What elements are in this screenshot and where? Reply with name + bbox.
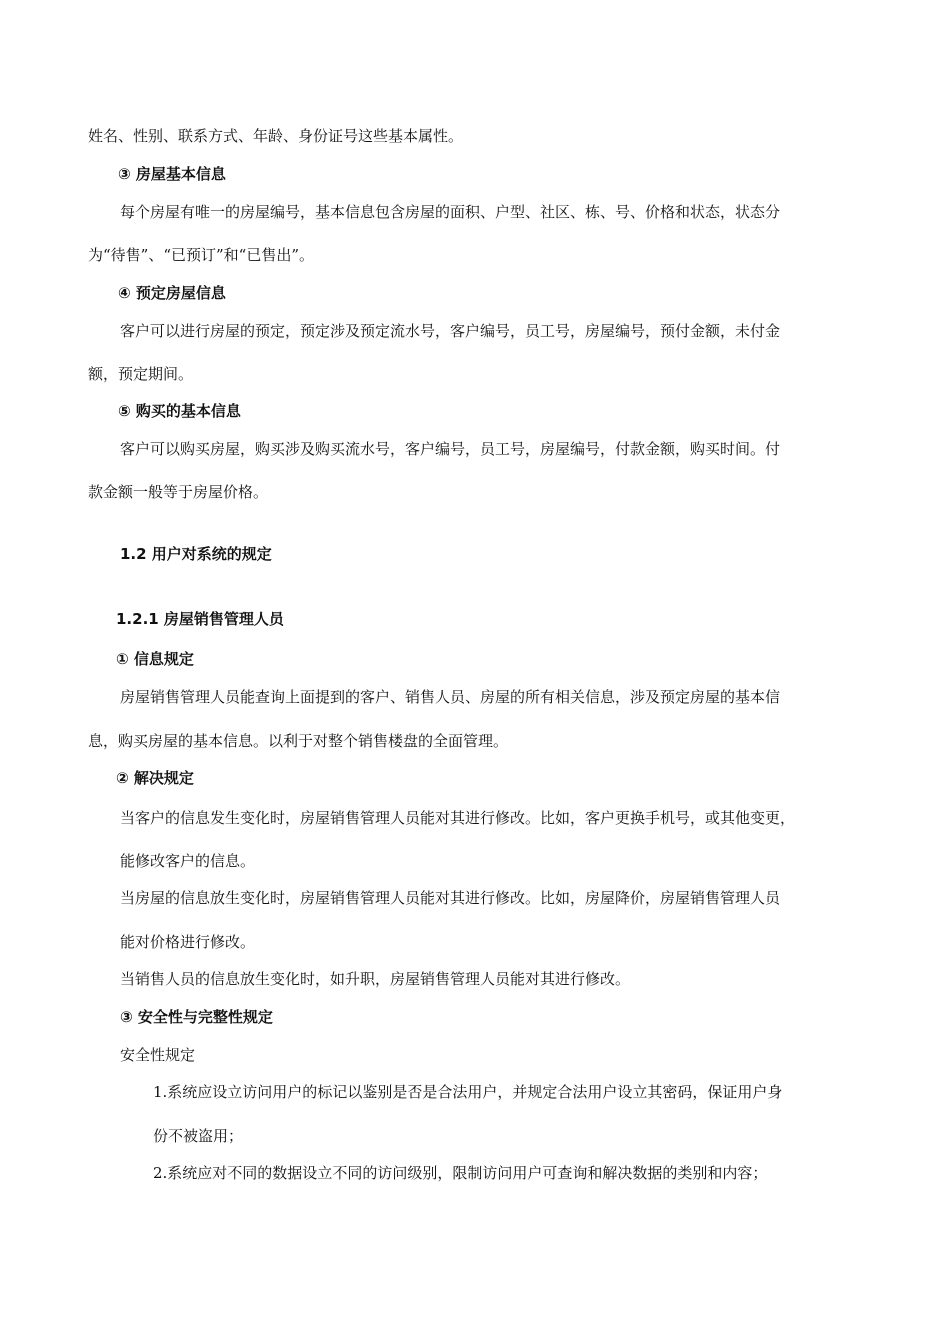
paragraph-info-rule-line2: 息，购买房屋的基本信息。以利于对整个销售楼盘的全面管理。 [88,732,509,750]
heading-resolve-rule: ② 解决规定 [116,769,194,787]
paragraph-house-info-line2: 为“待售”、“已预订”和“已售出”。 [88,246,315,264]
paragraph-house-info-line1: 每个房屋有唯一的房屋编号，基本信息包含房屋的面积、户型、社区、栋、号、价格和状态，状态分 [120,203,781,221]
paragraph-info-rule-line1: 房屋销售管理人员能查询上面提到的客户、销售人员、房屋的所有相关信息，涉及预定房屋的基本信 [120,688,781,706]
paragraph-attributes: 姓名、性别、联系方式、年龄、身份证号这些基本属性。 [88,127,464,145]
paragraph-resolve-2-line2: 能对价格进行修改。 [120,933,256,951]
heading-info-rule: ① 信息规定 [116,650,194,668]
heading-purchase-info: ⑤ 购买的基本信息 [118,402,241,420]
paragraph-reserve-line2: 额，预定期间。 [88,365,194,383]
paragraph-resolve-3: 当销售人员的信息放生变化时，如升职，房屋销售管理人员能对其进行修改。 [120,970,631,988]
heading-security-rule: ③ 安全性与完整性规定 [120,1008,273,1026]
paragraph-reserve-line1: 客户可以进行房屋的预定，预定涉及预定流水号，客户编号，员工号，房屋编号，预付金额，未付金 [120,322,781,340]
paragraph-security-label: 安全性规定 [120,1046,196,1064]
section-heading-1-2: 1.2 用户对系统的规定 [120,545,272,563]
section-heading-1-2-1: 1.2.1 房屋销售管理人员 [116,610,284,628]
paragraph-resolve-1-line2: 能修改客户的信息。 [120,852,256,870]
list-item-security-1-line1: 1.系统应设立访问用户的标记以鉴别是否是合法用户，并规定合法用户设立其密码，保证用户身 [153,1083,783,1101]
paragraph-resolve-2-line1: 当房屋的信息放生变化时，房屋销售管理人员能对其进行修改。比如，房屋降价，房屋销售管理人员 [120,889,781,907]
heading-house-info: ③ 房屋基本信息 [118,165,226,183]
heading-reserve-info: ④ 预定房屋信息 [118,284,226,302]
paragraph-purchase-line1: 客户可以购买房屋，购买涉及购买流水号，客户编号，员工号，房屋编号，付款金额，购买时间。付 [120,440,781,458]
paragraph-resolve-1-line1: 当客户的信息发生变化时，房屋销售管理人员能对其进行修改。比如，客户更换手机号，或其他变更， [120,809,796,827]
list-item-security-2: 2.系统应对不同的数据设立不同的访问级别，限制访问用户可查询和解决数据的类别和内容； [153,1164,768,1182]
paragraph-purchase-line2: 款金额一般等于房屋价格。 [88,483,269,501]
list-item-security-1-line2: 份不被盗用； [153,1127,244,1145]
